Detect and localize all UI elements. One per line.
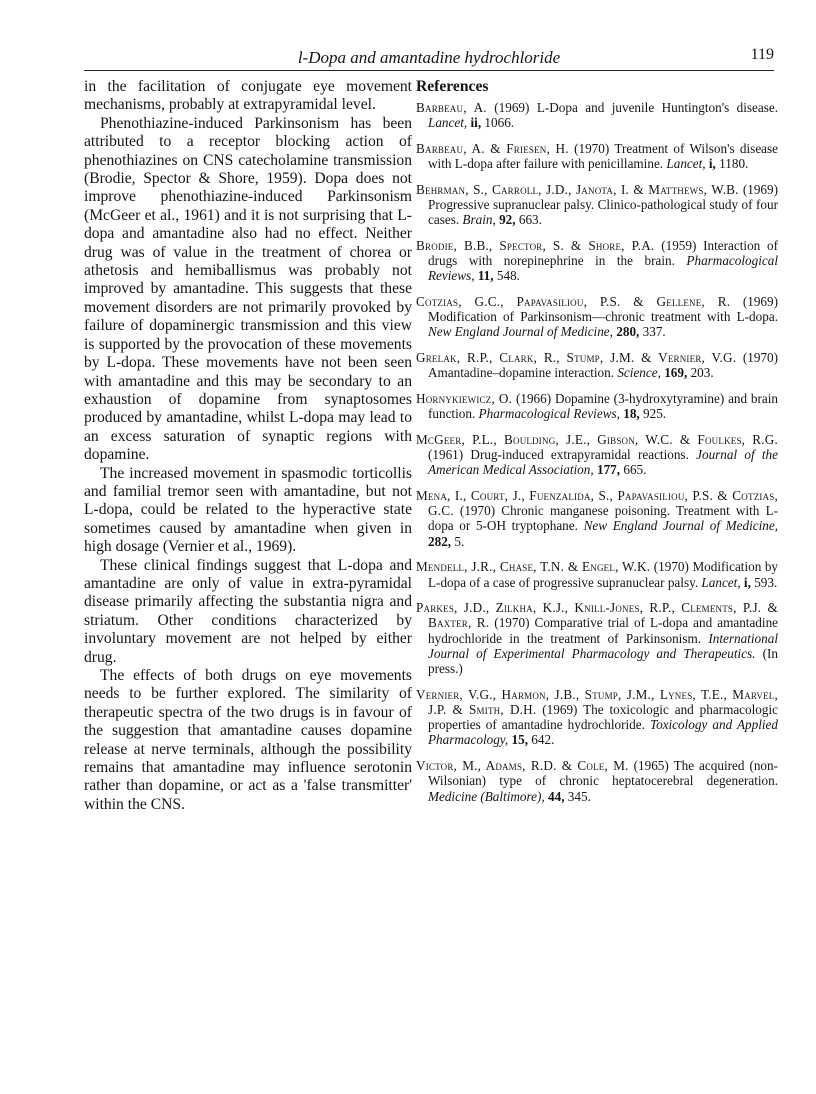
body-paragraph: The effects of both drugs on eye movements needs to be further explored. The similarity of therapeutic spectra of the two drugs is in favour of the suggestion that amantadine causes dopamine release at nerve terminals, although the possibility remains that amantadine may influence serotonin rather than dopamine, or act as a 'false transmitter' within the CNS. — [84, 667, 412, 813]
reference-item — [416, 687, 778, 748]
references-heading: References — [416, 78, 489, 95]
body-paragraph: These clinical findings suggest that L-dopa and amantadine are only of value in extra-pyramidal disease primarily affecting the substantia nigra and striatum. Other conditions characterized by involuntary movement are not helped by either drug. — [84, 556, 412, 666]
ref-journal: International Journal of Experimental Pharmacology and Therapeutics. — [428, 630, 778, 661]
ref-title: Interaction of drugs with norepinephrine in the brain. — [428, 237, 779, 269]
ref-pages: 663. — [518, 212, 542, 228]
ref-authors: Grelak, R.P., Clark, R., Stump, J.M. & Vernier, V.G. — [416, 350, 737, 366]
ref-title: The toxicologic and pharmacologic properties of amantadine hydrochloride. — [428, 702, 779, 733]
page-number: 119 — [750, 46, 774, 63]
ref-journal: Pharmacological Reviews, — [478, 406, 620, 422]
ref-journal: Toxicology and Applied Pharmacology, — [428, 717, 778, 748]
ref-volume: 18, — [623, 406, 640, 422]
ref-volume: i, — [708, 156, 716, 172]
ref-journal: Pharmacological Reviews, — [428, 253, 778, 284]
ref-pages: 5. — [454, 533, 465, 549]
ref-year: (1961) — [428, 447, 464, 463]
ref-year: (1969) — [742, 294, 778, 310]
references-column — [416, 78, 778, 814]
ref-authors: McGeer, P.L., Boulding, J.E., Gibson, W.C. & Foulkes, R.G. — [416, 431, 778, 447]
ref-year: (1970) — [459, 503, 496, 519]
ref-authors: Mena, I., Court, J., Fuenzalida, S., Papavasiliou, P.S. & Cotzias, G.C. — [416, 488, 778, 519]
body-paragraph: Phenothiazine-induced Parkinsonism has been attributed to a receptor blocking action of phenothiazines on CNS catecholamine transmission (Brodie, Spector & Shore, 1959). Dopa does not improve phenothiazine-induced Parkinsonism (McGeer et al., 1961) and it is not surprising that L-dopa and amantadine also had no effect. Neither drug was of value in the treatment of chorea or athetosis and hemiballismus was probably not improved by amantadine. This suggests that these movement disorders are not primarily provoked by failure of dopaminergic transmission and this view is supported by the provocation of these movements by L-dopa. These movements have not been seen with amantadine and this may be secondary to an exhaustion of dopamine from synaptosomes produced by amantadine, whilst L-dopa may lead to an excess saturation of synaptic regions with dopamine. — [84, 114, 412, 464]
ref-journal: Science, — [617, 365, 661, 381]
ref-year: (1970) — [653, 559, 689, 575]
ref-title: Modification by L-dopa of a case of progressive supranuclear palsy. — [428, 559, 779, 590]
page-header — [84, 38, 774, 71]
ref-pages: (In press.) — [428, 645, 778, 677]
ref-pages: 1066. — [484, 115, 515, 131]
ref-volume: 44, — [548, 788, 565, 804]
ref-pages: 925. — [643, 406, 667, 422]
ref-title: Comparative trial of L-dopa and amantadine hydrochloride in the treatment of Parkinsonism. — [428, 615, 779, 646]
ref-pages: 593. — [754, 574, 778, 590]
reference-item — [416, 758, 778, 804]
ref-authors: Mendell, J.R., Chase, T.N. & Engel, W.K. — [416, 559, 651, 575]
ref-title: Drug-induced extrapyramidal reactions. — [470, 447, 689, 463]
ref-year: (1970) — [742, 350, 779, 366]
ref-journal: Medicine (Baltimore), — [428, 788, 545, 804]
ref-volume: i, — [743, 574, 751, 590]
ref-title: Treatment of Wilson's disease with L-dopa after failure with penicillamine. — [428, 140, 779, 172]
ref-journal: Lancet, — [428, 115, 468, 131]
ref-authors: Cotzias, G.C., Papavasiliou, P.S. & Gellene, R. — [416, 294, 731, 310]
ref-pages: 1180. — [719, 156, 749, 172]
ref-title: Modification of Parkinsonism—chronic treatment with L-dopa. — [428, 309, 778, 325]
ref-year: (1959) — [661, 237, 697, 253]
ref-authors: Victor, M., Adams, R.D. & Cole, M. — [416, 758, 629, 774]
ref-title: Dopamine (3-hydroxytyramine) and brain function. — [428, 391, 779, 422]
ref-year: (1970) — [574, 140, 610, 156]
ref-volume: 280, — [616, 324, 640, 340]
body-paragraph: The increased movement in spasmodic torticollis and familial tremor seen with amantadine, but not L-dopa, could be related to the hyperactive state sometimes caused by amantadine when given in high dosage (Vernier et al., 1969). — [84, 464, 412, 556]
ref-title: L-Dopa and juvenile Huntington's disease. — [536, 100, 779, 115]
ref-year: (1970) — [494, 615, 530, 631]
ref-volume: 169, — [664, 365, 688, 381]
ref-journal: Lancet, — [666, 156, 706, 172]
ref-year: (1969) — [494, 100, 530, 115]
ref-title: The acquired (non-Wilsonian) type of chronic heptatocerebral degeneration. — [428, 758, 779, 789]
ref-year: (1969) — [742, 181, 779, 197]
ref-journal: Brain, — [462, 212, 496, 228]
ref-volume: 11, — [477, 268, 494, 284]
ref-title: Progressive supranuclear palsy. Clinico-pathological study of four cases. — [428, 197, 778, 228]
reference-item — [416, 238, 778, 284]
ref-authors: Barbeau, A. & Friesen, H. — [416, 140, 569, 156]
ref-volume: 15, — [511, 732, 528, 748]
reference-list — [416, 100, 778, 804]
ref-journal: Journal of the American Medical Association, — [428, 447, 779, 478]
ref-volume: 92, — [499, 212, 516, 228]
ref-year: (1969) — [542, 702, 578, 717]
ref-pages: 548. — [496, 268, 520, 284]
ref-title: Amantadine–dopamine interaction. — [428, 365, 615, 381]
body-paragraph: in the facilitation of conjugate eye movement mechanisms, probably at extrapyramidal level. — [84, 78, 412, 114]
ref-pages: 203. — [690, 365, 714, 381]
reference-item — [416, 600, 778, 676]
ref-volume: 282, — [428, 533, 452, 549]
ref-journal: New England Journal of Medicine, — [428, 324, 613, 340]
reference-item — [416, 100, 778, 130]
reference-item — [416, 559, 778, 589]
ref-volume: 177, — [596, 462, 621, 478]
ref-authors: Barbeau, A. — [416, 100, 487, 115]
ref-journal: New England Journal of Medicine, — [583, 518, 779, 534]
ref-authors: Vernier, V.G., Harmon, J.B., Stump, J.M., Lynes, T.E., Marvel, J.P. & Smith, D.H. — [416, 686, 778, 717]
ref-pages: 642. — [531, 732, 555, 748]
ref-title: Chronic manganese poisoning. Treatment with L-dopa or 5-OH tryptophane. — [428, 503, 779, 534]
running-title: l-Dopa and amantadine hydrochloride — [297, 48, 561, 67]
reference-item — [416, 391, 778, 421]
body-text-column — [84, 78, 412, 814]
ref-year: (1966) — [515, 391, 552, 407]
ref-authors: Brodie, B.B., Spector, S. & Shore, P.A. — [416, 237, 655, 253]
ref-authors: Behrman, S., Carroll, J.D., Janota, I. & Matthews, W.B. — [416, 181, 739, 197]
reference-item — [416, 182, 778, 228]
ref-pages: 665. — [623, 462, 647, 478]
ref-pages: 345. — [567, 788, 591, 804]
reference-item — [416, 432, 778, 478]
ref-journal: Lancet, — [701, 574, 741, 590]
ref-pages: 337. — [642, 324, 666, 340]
reference-item — [416, 488, 778, 549]
reference-item — [416, 350, 778, 380]
ref-year: (1965) — [633, 758, 669, 774]
ref-authors: Parkes, J.D., Zilkha, K.J., Knill-Jones, R.P., Clements, P.J. & Baxter, R. — [416, 600, 778, 631]
ref-volume: ii, — [470, 115, 482, 131]
ref-authors: Hornykiewicz, O. — [416, 391, 513, 407]
reference-item — [416, 294, 778, 340]
reference-item — [416, 141, 778, 171]
